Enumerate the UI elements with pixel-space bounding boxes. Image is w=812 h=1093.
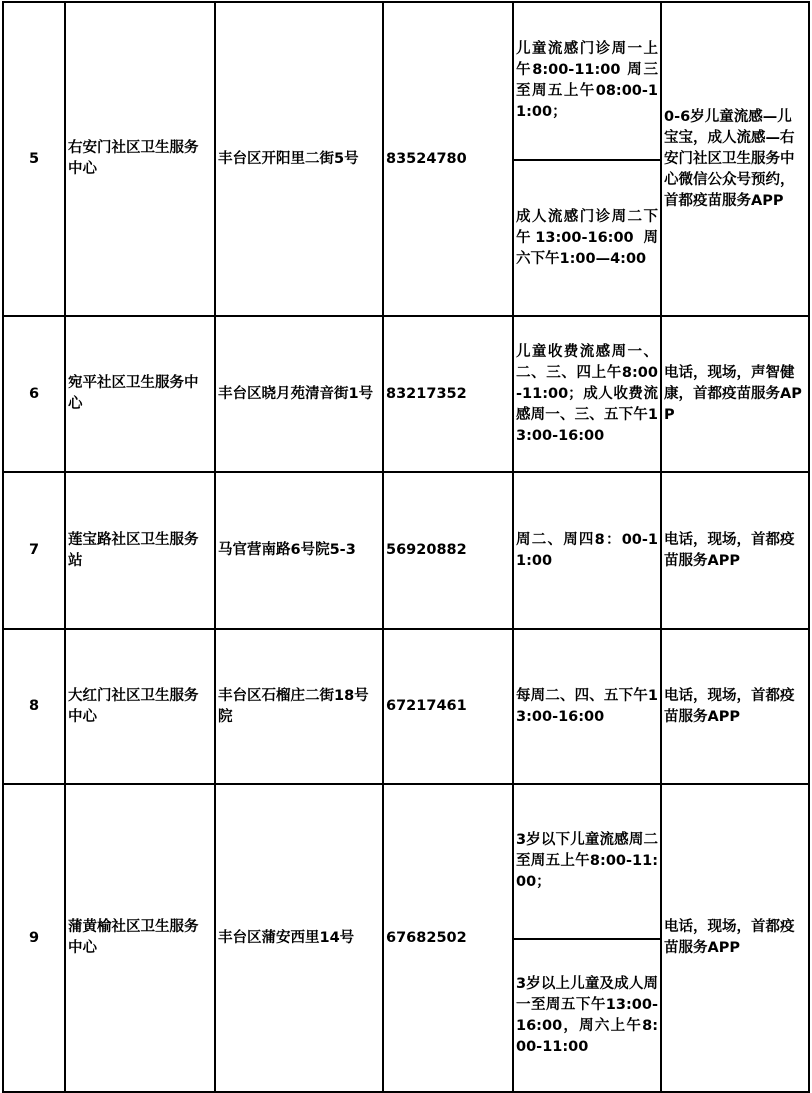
- table-row: [3, 2, 809, 160]
- clinic-name: 宛平社区卫生服务中心: [65, 316, 215, 472]
- table-row: [3, 629, 809, 784]
- clinic-phone: 56920882: [383, 472, 513, 629]
- vaccination-schedule-table: [2, 1, 810, 1093]
- clinic-hours: 周二、周四8：00-11:00: [513, 472, 661, 629]
- booking-method: 电话，现场，声智健康，首都疫苗服务APP: [661, 316, 809, 472]
- clinic-hours: 3岁以上儿童及成人周一至周五下午13:00-16:00，周六上午8:00-11:00: [513, 939, 661, 1092]
- clinic-address: 丰台区蒲安西里14号: [215, 784, 383, 1092]
- clinic-hours: 3岁以下儿童流感周二至周五上午8:00-11:00；: [513, 784, 661, 939]
- clinic-hours: 儿童流感门诊周一上午8:00-11:00 周三至周五上午08:00-11:00；: [513, 2, 661, 160]
- booking-method: 电话，现场，首都疫苗服务APP: [661, 784, 809, 1092]
- clinic-phone: 67682502: [383, 784, 513, 1092]
- clinic-hours: 儿童收费流感周一、二、三、四上午8:00-11:00；成人收费流感周一、三、五下午13:00-16:00: [513, 316, 661, 472]
- clinic-name: 莲宝路社区卫生服务站: [65, 472, 215, 629]
- clinic-address: 马官营南路6号院5-3: [215, 472, 383, 629]
- row-number: 6: [3, 316, 65, 472]
- row-number: 5: [3, 2, 65, 316]
- clinic-name: 右安门社区卫生服务中心: [65, 2, 215, 316]
- booking-method: 0-6岁儿童流感—儿宝宝，成人流感—右安门社区卫生服务中心微信公众号预约，首都疫苗服务APP: [661, 2, 809, 316]
- row-number: 7: [3, 472, 65, 629]
- clinic-phone: 83217352: [383, 316, 513, 472]
- clinic-address: 丰台区开阳里二街5号: [215, 2, 383, 316]
- booking-method: 电话，现场，首都疫苗服务APP: [661, 472, 809, 629]
- clinic-hours: 成人流感门诊周二下午13:00-16:00 周六下午1:00—4:00: [513, 160, 661, 316]
- clinic-name: 蒲黄榆社区卫生服务中心: [65, 784, 215, 1092]
- clinic-phone: 67217461: [383, 629, 513, 784]
- clinic-name: 大红门社区卫生服务中心: [65, 629, 215, 784]
- clinic-address: 丰台区晓月苑清音街1号: [215, 316, 383, 472]
- row-number: 9: [3, 784, 65, 1092]
- clinic-phone: 83524780: [383, 2, 513, 316]
- row-number: 8: [3, 629, 65, 784]
- clinic-address: 丰台区石榴庄二街18号院: [215, 629, 383, 784]
- table-row: [3, 784, 809, 939]
- booking-method: 电话，现场，首都疫苗服务APP: [661, 629, 809, 784]
- table-row: [3, 316, 809, 472]
- clinic-hours: 每周二、四、五下午13:00-16:00: [513, 629, 661, 784]
- table-row: [3, 472, 809, 629]
